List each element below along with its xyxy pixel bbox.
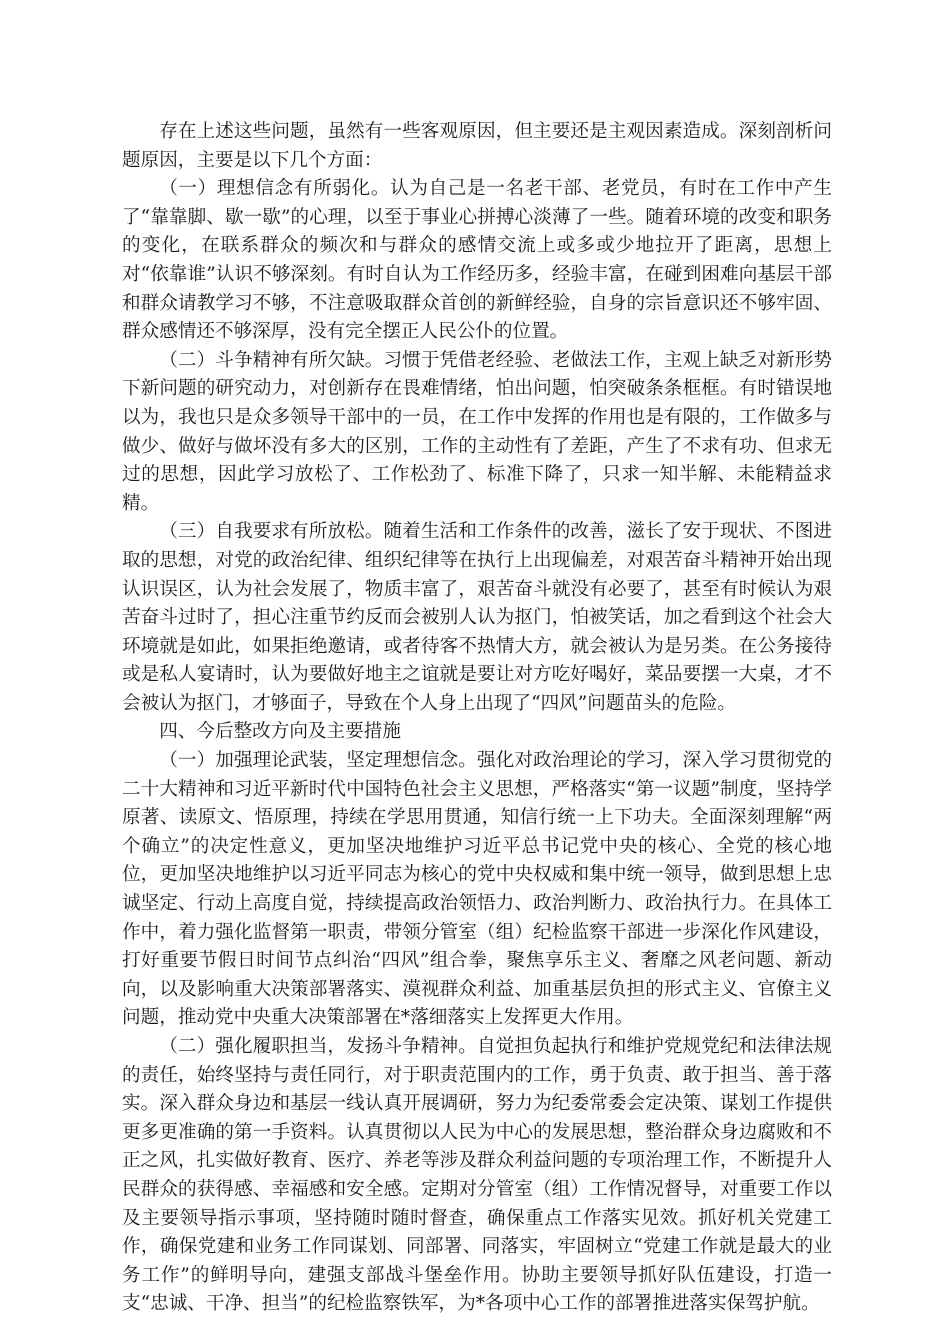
paragraph-measure-1: （一）加强理论武装，坚定理想信念。强化对政治理论的学习，深入学习贯彻党的二十大精神和习近平新时代中国特色社会主义思想，严格落实“第一议题”制度，坚持学原著、读原文、悟原理，持续在学思用贯通，知信行统一上下功夫。全面深刻理解“两个确立”的决定性意义，更加坚决地维护习近平总书记党中央的核心、全党的核心地位，更加坚决地维护以习近平同志为核心的党中央权威和集中统一领导，做到思想上忠诚坚定、行动上高度自觉，持续提高政治领悟力、政治判断力、政治执行力。在具体工作中，着力强化监督第一职责，带领分管室（组）纪检监察干部进一步深化作风建设，打好重要节假日时间节点纠治“四风”组合拳，聚焦享乐主义、奢靡之风老问题、新动向，以及影响重大决策部署落实、漠视群众利益、加重基层负担的形式主义、官僚主义问题，推动党中央重大决策部署在*落细落实上发挥更大作用。 — [122, 750, 832, 1029]
paragraph-cause-2: （二）斗争精神有所欠缺。习惯于凭借老经验、老做法工作，主观上缺乏对新形势下新问题的研究动力，对创新存在畏难情绪，怕出问题，怕突破条条框框。有时错误地以为，我也只是众多领导干部中的一员，在工作中发挥的作用也是有限的，工作做多与做少、做好与做坏没有多大的区别，工作的主动性有了差距，产生了不求有功、但求无过的思想，因此学习放松了、工作松劲了、标准下降了，只求一知半解、未能精益求精。 — [122, 349, 832, 514]
paragraph-intro: 存在上述这些问题，虽然有一些客观原因，但主要还是主观因素造成。深刻剖析问题原因，主要是以下几个方面： — [122, 121, 832, 171]
section-heading: 四、今后整改方向及主要措施 — [159, 721, 401, 743]
paragraph-measure-2: （二）强化履职担当，发扬斗争精神。自觉担负起执行和维护党规党纪和法律法规的责任，始终坚持与责任同行，对于职责范围内的工作，勇于负责、敢于担当、善于落实。深入群众身边和基层一线认真开展调研，努力为纪委常委会定决策、谋划工作提供更多更准确的第一手资料。认真贯彻以人民为中心的发展思想，整治群众身边腐败和不正之风，扎实做好教育、医疗、养老等涉及群众利益问题的专项治理工作，不断提升人民群众的获得感、幸福感和安全感。定期对分管室（组）工作情况督导，对重要工作以及主要领导指示事项，坚持随时随时督查，确保重点工作落实见效。抓好机关党建工作，确保党建和业务工作同谋划、同部署、同落实，牢固树立“党建工作就是最大的业务工作”的鲜明导向，建强支部战斗堡垒作用。协助主要领导抓好队伍建设，打造一支“忠诚、干净、担当”的纪检监察铁军，为*各项中心工作的部署推进落实保驾护航。 — [122, 1036, 832, 1315]
paragraph-cause-3: （三）自我要求有所放松。随着生活和工作条件的改善，滋长了安于现状、不图进取的思想，对党的政治纪律、组织纪律等在执行上出现偏差，对艰苦奋斗精神开始出现认识误区，认为社会发展了，物质丰富了，艰苦奋斗就没有必要了，甚至有时候认为艰苦奋斗过时了，担心注重节约反而会被别人认为抠门，怕被笑话，加之看到这个社会大环境就是如此，如果拒绝邀请，或者待客不热情大方，就会被认为是另类。在公务接待或是私人宴请时，认为要做好地主之谊就是要让对方吃好喝好，菜品要摆一大桌，才不会被认为抠门，才够面子，导致在个人身上出现了“四风”问题苗头的危险。 — [122, 521, 832, 714]
document-body — [122, 118, 832, 1319]
paragraph-cause-1: （一）理想信念有所弱化。认为自己是一名老干部、老党员，有时在工作中产生了“靠靠脚、歇一歇”的心理，以至于事业心拼搏心淡薄了一些。随着环境的改变和职务的变化，在联系群众的频次和与群众的感情交流上或多或少地拉开了距离，思想上对“依靠谁”认识不够深刻。有时自认为工作经历多，经验丰富，在碰到困难向基层干部和群众请教学习不够，不注意吸取群众首创的新鲜经验，自身的宗旨意识还不够牢固、群众感情还不够深厚，没有完全摆正人民公仆的位置。 — [122, 178, 832, 343]
